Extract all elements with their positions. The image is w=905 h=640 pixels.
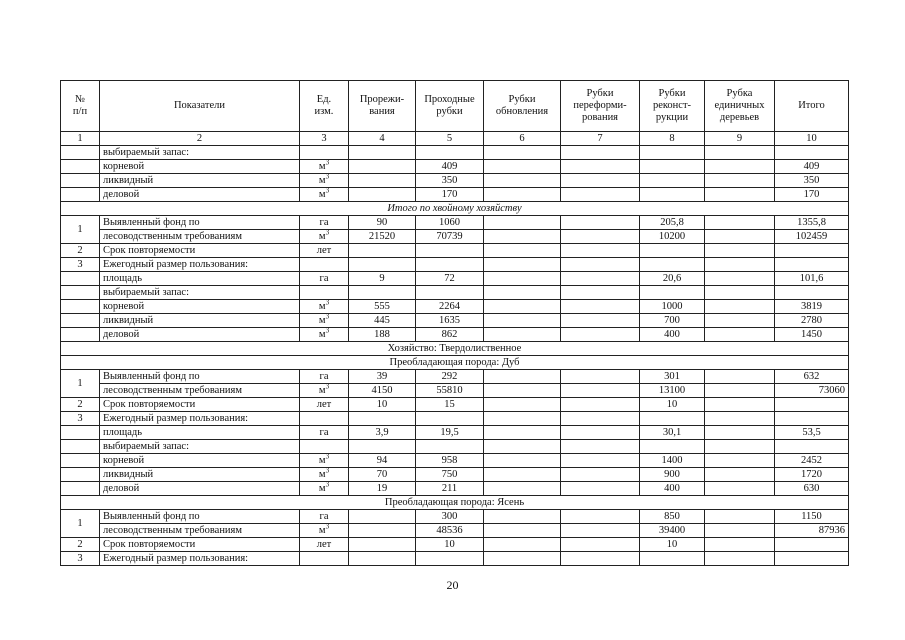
unit-cell: га <box>300 370 349 384</box>
column-number-row <box>61 132 849 146</box>
row-label: площадь <box>100 426 300 440</box>
header-cell: Проходные рубки <box>416 81 484 132</box>
table-row <box>61 468 849 482</box>
table-row <box>61 314 849 328</box>
section-row <box>61 202 849 216</box>
col-number: 6 <box>484 132 561 146</box>
value-cell: 958 <box>416 454 484 468</box>
total-cell: 350 <box>775 174 849 188</box>
col-number: 9 <box>705 132 775 146</box>
header-cell: № п/п <box>61 81 100 132</box>
header-cell: Рубки реконст- рукции <box>640 81 705 132</box>
table-row <box>61 412 849 426</box>
section-title: Хозяйство: Твердолиственное <box>61 342 849 356</box>
table-row <box>61 482 849 496</box>
unit-cell: га <box>300 426 349 440</box>
value-cell: 70 <box>349 468 416 482</box>
row-number: 2 <box>61 538 100 552</box>
value-cell: 10200 <box>640 230 705 244</box>
value-cell: 72 <box>416 272 484 286</box>
value-cell: 55810 <box>416 384 484 398</box>
value-cell: 205,8 <box>640 216 705 230</box>
total-cell: 3819 <box>775 300 849 314</box>
header-row <box>61 81 849 132</box>
table-row <box>61 370 849 384</box>
section-row <box>61 342 849 356</box>
value-cell: 19,5 <box>416 426 484 440</box>
value-cell: 10 <box>349 398 416 412</box>
row-label: Ежегодный размер пользования: <box>100 258 300 272</box>
total-cell: 2452 <box>775 454 849 468</box>
value-cell: 4150 <box>349 384 416 398</box>
unit-cell: лет <box>300 244 349 258</box>
col-number: 8 <box>640 132 705 146</box>
unit-cell: $м^3$ <box>300 384 349 398</box>
value-cell: 850 <box>640 510 705 524</box>
unit-cell: лет <box>300 398 349 412</box>
row-label: Выявленный фонд по <box>100 510 300 524</box>
row-label: корневой <box>100 160 300 174</box>
table-row <box>61 398 849 412</box>
table-row <box>61 552 849 566</box>
table-row <box>61 230 849 244</box>
row-label: лесоводственным требованиям <box>100 384 300 398</box>
table-row <box>61 286 849 300</box>
unit-cell: $м^3$ <box>300 482 349 496</box>
unit-cell: $м^3$ <box>300 300 349 314</box>
total-cell: 101,6 <box>775 272 849 286</box>
value-cell: 48536 <box>416 524 484 538</box>
col-number: 10 <box>775 132 849 146</box>
row-number: 1 <box>61 510 100 538</box>
value-cell: 10 <box>416 538 484 552</box>
total-cell: 87936 <box>775 524 849 538</box>
unit-cell: $м^3$ <box>300 230 349 244</box>
unit-cell: $м^3$ <box>300 188 349 202</box>
value-cell: 300 <box>416 510 484 524</box>
value-cell: 409 <box>416 160 484 174</box>
value-cell: 292 <box>416 370 484 384</box>
value-cell: 400 <box>640 328 705 342</box>
unit-cell: $м^3$ <box>300 328 349 342</box>
row-label: Ежегодный размер пользования: <box>100 412 300 426</box>
table-row <box>61 384 849 398</box>
total-cell: 409 <box>775 160 849 174</box>
header-cell: Ед. изм. <box>300 81 349 132</box>
value-cell: 188 <box>349 328 416 342</box>
col-number: 4 <box>349 132 416 146</box>
value-cell: 700 <box>640 314 705 328</box>
total-cell: 630 <box>775 482 849 496</box>
row-label: Срок повторяемости <box>100 398 300 412</box>
row-label: Ежегодный размер пользования: <box>100 552 300 566</box>
value-cell: 19 <box>349 482 416 496</box>
section-row <box>61 496 849 510</box>
row-number: 1 <box>61 216 100 244</box>
unit-cell: га <box>300 216 349 230</box>
value-cell: 15 <box>416 398 484 412</box>
value-cell: 10 <box>640 398 705 412</box>
value-cell: 9 <box>349 272 416 286</box>
row-label: лесоводственным требованиям <box>100 524 300 538</box>
total-cell: 53,5 <box>775 426 849 440</box>
table-row <box>61 160 849 174</box>
table-row <box>61 524 849 538</box>
col-number: 2 <box>100 132 300 146</box>
row-label: деловой <box>100 188 300 202</box>
row-number: 2 <box>61 398 100 412</box>
col-number: 7 <box>561 132 640 146</box>
table-row <box>61 216 849 230</box>
table-row <box>61 300 849 314</box>
row-label: ликвидный <box>100 314 300 328</box>
unit-cell: $м^3$ <box>300 160 349 174</box>
page-number: 20 <box>446 578 459 592</box>
header-cell: Прорежи- вания <box>349 81 416 132</box>
header-cell: Итого <box>775 81 849 132</box>
row-number: 3 <box>61 412 100 426</box>
value-cell: 2264 <box>416 300 484 314</box>
value-cell: 170 <box>416 188 484 202</box>
row-label: ликвидный <box>100 468 300 482</box>
row-label: деловой <box>100 328 300 342</box>
section-title: Преобладающая порода: Ясень <box>61 496 849 510</box>
table-row <box>61 328 849 342</box>
header-cell: Показатели <box>100 81 300 132</box>
table-row <box>61 258 849 272</box>
value-cell: 211 <box>416 482 484 496</box>
row-label: выбираемый запас: <box>100 440 300 454</box>
unit-cell: $м^3$ <box>300 468 349 482</box>
unit-cell: га <box>300 272 349 286</box>
row-label: деловой <box>100 482 300 496</box>
value-cell: 20,6 <box>640 272 705 286</box>
row-number: 2 <box>61 244 100 258</box>
value-cell: 94 <box>349 454 416 468</box>
value-cell: 400 <box>640 482 705 496</box>
row-label: площадь <box>100 272 300 286</box>
header-cell: Рубки обновления <box>484 81 561 132</box>
total-cell: 1150 <box>775 510 849 524</box>
value-cell: 900 <box>640 468 705 482</box>
row-label: Срок повторяемости <box>100 538 300 552</box>
total-cell: 1450 <box>775 328 849 342</box>
row-label: выбираемый запас: <box>100 146 300 160</box>
row-label: Выявленный фонд по <box>100 216 300 230</box>
value-cell: 3,9 <box>349 426 416 440</box>
table-row <box>61 454 849 468</box>
row-label: Выявленный фонд по <box>100 370 300 384</box>
row-number: 3 <box>61 552 100 566</box>
table-row <box>61 174 849 188</box>
value-cell: 1060 <box>416 216 484 230</box>
value-cell: 301 <box>640 370 705 384</box>
value-cell: 39 <box>349 370 416 384</box>
header-cell: Рубки переформи- рования <box>561 81 640 132</box>
value-cell: 750 <box>416 468 484 482</box>
value-cell: 445 <box>349 314 416 328</box>
value-cell: 10 <box>640 538 705 552</box>
row-label: ликвидный <box>100 174 300 188</box>
table-row <box>61 146 849 160</box>
total-cell: 1355,8 <box>775 216 849 230</box>
row-number: 3 <box>61 258 100 272</box>
table-row <box>61 188 849 202</box>
table-row <box>61 538 849 552</box>
value-cell: 862 <box>416 328 484 342</box>
value-cell: 350 <box>416 174 484 188</box>
unit-cell: га <box>300 510 349 524</box>
unit-cell: лет <box>300 538 349 552</box>
total-cell: 632 <box>775 370 849 384</box>
forest-use-table <box>60 80 849 566</box>
table-row <box>61 272 849 286</box>
total-cell: 73060 <box>775 384 849 398</box>
row-label: корневой <box>100 454 300 468</box>
total-cell: 170 <box>775 188 849 202</box>
col-number: 1 <box>61 132 100 146</box>
total-cell: 102459 <box>775 230 849 244</box>
value-cell: 555 <box>349 300 416 314</box>
value-cell: 21520 <box>349 230 416 244</box>
col-number: 5 <box>416 132 484 146</box>
row-number: 1 <box>61 370 100 398</box>
value-cell: 39400 <box>640 524 705 538</box>
col-number: 3 <box>300 132 349 146</box>
value-cell: 1635 <box>416 314 484 328</box>
section-row <box>61 356 849 370</box>
row-label: корневой <box>100 300 300 314</box>
unit-cell: $м^3$ <box>300 454 349 468</box>
value-cell: 90 <box>349 216 416 230</box>
section-title: Итого по хвойному хозяйству <box>61 202 849 216</box>
value-cell: 30,1 <box>640 426 705 440</box>
value-cell: 70739 <box>416 230 484 244</box>
header-cell: Рубка единичных деревьев <box>705 81 775 132</box>
table-row <box>61 244 849 258</box>
row-label: выбираемый запас: <box>100 286 300 300</box>
unit-cell: $м^3$ <box>300 314 349 328</box>
value-cell: 1400 <box>640 454 705 468</box>
table-row <box>61 440 849 454</box>
total-cell: 1720 <box>775 468 849 482</box>
unit-cell: $м^3$ <box>300 174 349 188</box>
table-row <box>61 426 849 440</box>
row-label: лесоводственным требованиям <box>100 230 300 244</box>
value-cell: 13100 <box>640 384 705 398</box>
section-title: Преобладающая порода: Дуб <box>61 356 849 370</box>
row-label: Срок повторяемости <box>100 244 300 258</box>
table-row <box>61 510 849 524</box>
total-cell: 2780 <box>775 314 849 328</box>
value-cell: 1000 <box>640 300 705 314</box>
unit-cell: $м^3$ <box>300 524 349 538</box>
